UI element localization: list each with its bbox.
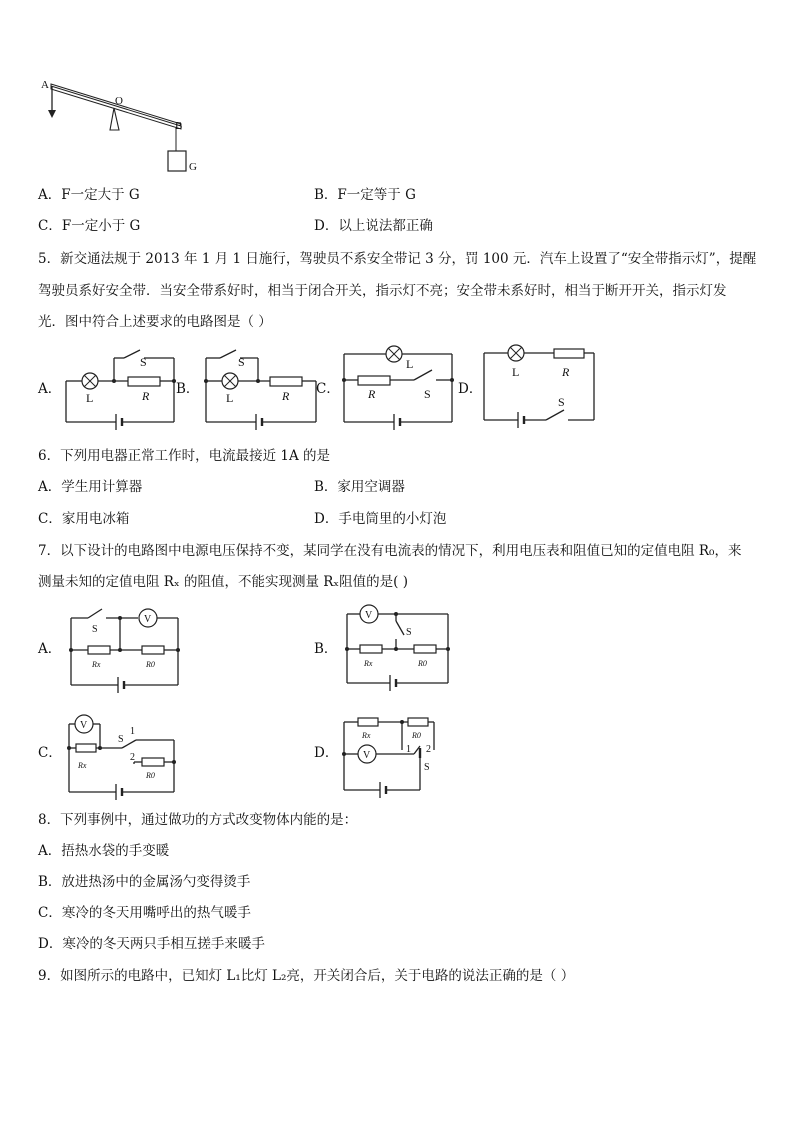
q7d-label-rx: Rx xyxy=(362,731,371,740)
lever-label-b: B xyxy=(175,120,183,132)
lever-label-g: G xyxy=(189,161,197,173)
q8-option-b: B．放进热汤中的金属汤勺变得烫手 xyxy=(38,874,251,890)
q7-label-b: B． xyxy=(314,641,338,657)
q7c-label-r0: R0 xyxy=(146,771,155,780)
q7c-voltmeter-label: V xyxy=(80,720,88,731)
q7c-label-2: 2 xyxy=(130,752,135,763)
q4-option-b: B．F一定等于 G xyxy=(314,187,416,203)
q5c-label-r: R xyxy=(368,387,376,401)
q6-stem: 6．下列用电器正常工作时，电流最接近 1A 的是 xyxy=(38,448,331,464)
q5c-label-s: S xyxy=(424,387,431,401)
q8-stem: 8．下列事例中，通过做功的方式改变物体内能的是： xyxy=(38,812,358,828)
q7a-label-rx: Rx xyxy=(92,660,101,669)
q7-stem-line-1: 7．以下设计的电路图中电源电压保持不变，某同学在没有电流表的情况下，利用电压表和阻值已知的定值电阻 R₀，来 xyxy=(38,543,742,559)
q7d-label-r0: R0 xyxy=(412,731,421,740)
q5-circuit-d xyxy=(482,342,602,432)
q8-option-c: C．寒冷的冬天用嘴呼出的热气暖手 xyxy=(38,905,251,921)
q5d-label-l: L xyxy=(512,365,520,379)
q6-option-a: A．学生用计算器 xyxy=(38,479,143,495)
q7-circuit-c xyxy=(66,712,186,796)
q4-option-a: A．F一定大于 G xyxy=(38,187,140,203)
q7-label-d: D． xyxy=(314,745,339,761)
q7c-label-s: S xyxy=(118,734,124,745)
q7-label-a: A． xyxy=(38,641,62,657)
q5-circuit-c xyxy=(340,344,460,434)
q5c-label-l: L xyxy=(406,357,414,371)
q5a-label-l: L xyxy=(86,391,94,405)
lever-label-o: O xyxy=(115,95,123,107)
q7d-label-2: 2 xyxy=(426,744,431,755)
q9-stem: 9．如图所示的电路中，已知灯 L₁比灯 L₂亮，开关闭合后，关于电路的说法正确的是（ ） xyxy=(38,968,575,984)
q7b-label-rx: Rx xyxy=(364,659,373,668)
q7-circuit-b xyxy=(344,603,464,687)
q7d-label-1: 1 xyxy=(406,744,411,755)
lever-figure xyxy=(35,72,235,172)
q5-stem-line-3: 光．图中符合上述要求的电路图是（ ） xyxy=(38,314,272,330)
q6-option-b: B．家用空调器 xyxy=(314,479,405,495)
q7a-label-r0: R0 xyxy=(146,660,155,669)
q7-circuit-a xyxy=(68,607,188,687)
q5b-label-s: S xyxy=(238,355,245,369)
q4-option-d: D．以上说法都正确 xyxy=(314,218,433,234)
q6-option-c: C．家用电冰箱 xyxy=(38,511,130,527)
q5-circuit-b xyxy=(202,348,322,438)
q5d-label-s: S xyxy=(558,395,565,409)
q5a-label-s: S xyxy=(140,355,147,369)
q5-label-d: D． xyxy=(458,381,483,397)
q5-stem-line-1: 5．新交通法规于 2013 年 1 月 1 日施行，驾驶员不系安全带记 3 分，罚 100 元．汽车上设置了“安全带指示灯”，提醒 xyxy=(38,251,757,267)
q5b-label-r: R xyxy=(282,389,290,403)
q7-circuit-d xyxy=(340,714,460,798)
q5a-label-r: R xyxy=(142,389,150,403)
q5-circuit-a xyxy=(62,348,182,438)
q7b-label-r0: R0 xyxy=(418,659,427,668)
q7c-label-rx: Rx xyxy=(78,761,87,770)
q7b-label-s: S xyxy=(406,627,412,638)
q7d-label-s: S xyxy=(424,762,430,773)
q5-stem-line-2: 驾驶员系好安全带．当安全带系好时，相当于闭合开关，指示灯不亮；安全带未系好时，相当于断开开关，指示灯发 xyxy=(38,283,727,299)
q5-label-c: C． xyxy=(316,381,340,397)
q8-option-d: D．寒冷的冬天两只手相互搓手来暖手 xyxy=(38,936,265,952)
q7b-voltmeter-label: V xyxy=(365,610,373,621)
q4-option-c: C．F一定小于 G xyxy=(38,218,141,234)
q7-label-c: C． xyxy=(38,745,62,761)
q5-label-a: A． xyxy=(38,381,62,397)
q8-option-a: A．捂热水袋的手变暖 xyxy=(38,843,170,859)
q7c-label-1: 1 xyxy=(130,726,135,737)
q5d-label-r: R xyxy=(562,365,570,379)
q7a-voltmeter-label: V xyxy=(144,614,152,625)
q6-option-d: D．手电筒里的小灯泡 xyxy=(314,511,447,527)
q7-stem-line-2: 测量未知的定值电阻 Rₓ 的阻值，不能实现测量 Rₓ阻值的是( ) xyxy=(38,574,408,590)
q7a-label-s: S xyxy=(92,624,98,635)
lever-label-a: A xyxy=(41,79,49,91)
q5-label-b: B． xyxy=(176,381,200,397)
q5b-label-l: L xyxy=(226,391,234,405)
q7d-voltmeter-label: V xyxy=(363,750,371,761)
